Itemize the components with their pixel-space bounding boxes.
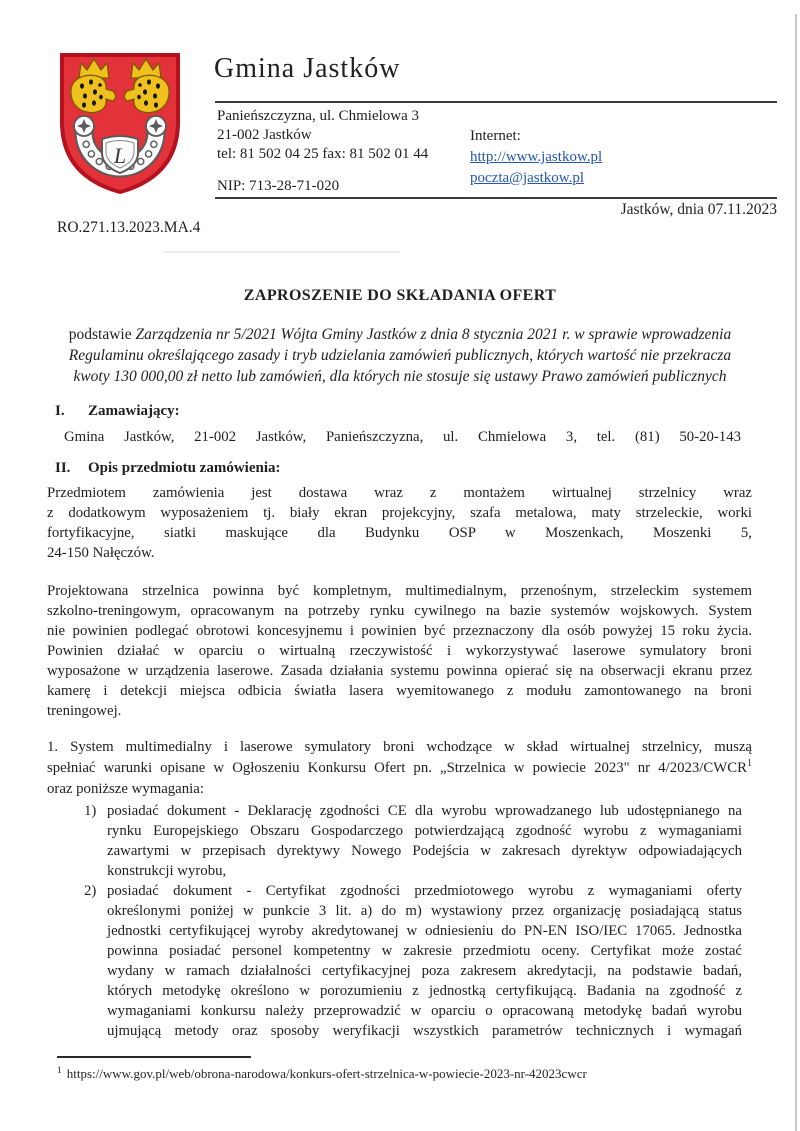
section-1-number: I. (55, 403, 65, 419)
footnote-divider (57, 1056, 251, 1058)
text-line: szkolno-treningowym, opracowanym na potrzeby rynku cywilnego na bazie systemów wojskowych. System (47, 603, 752, 619)
text-line: wydany w ramach działalności certyfikacyjnej poza zakresem akredytacji, na podstawie badań, (107, 963, 742, 979)
requirements-intro-line-3: oraz poniższe wymagania: (47, 781, 204, 797)
requirement-item-1 (84, 801, 742, 881)
website-link[interactable]: http://www.jastkow.pl (470, 149, 603, 165)
org-name: Gmina Jastków (214, 53, 401, 84)
legal-line-3: kwoty 130 000,00 zł netto lub zamówień, dla których nie stosuje się ustawy Prawo zamówień publicznych (73, 368, 727, 385)
text-line: Przedmiotem zamówienia jest dostawa wraz z montażem wirtualnej strzelnicy wraz (47, 485, 752, 501)
requirement-item-2-marker: 2) (84, 883, 97, 899)
section-1-title: Zamawiający: (88, 403, 180, 419)
text-line: wyposażone w urządzenia laserowe. Zasada działania systemu powinna opierać się na obserwacji ekranu przez (47, 663, 752, 679)
gmina-jastkow-coat-of-arms (55, 50, 185, 197)
text-line: których metodykę określono w porozumieniu z jednostką certyfikującą. Badania na zgodność z (107, 983, 742, 999)
reference-number: RO.271.13.2023.MA.4 (57, 219, 201, 236)
text-line: ujmującą metody oraz sposoby weryfikacji wszystkich parametrów technicznych i wymagań (107, 1023, 742, 1039)
footnote-reference-mark: 1 (747, 758, 752, 770)
legal-line-1: podstawie Zarządzenia nr 5/2021 Wójta Gminy Jastków z dnia 8 stycznia 2021 r. w sprawie wprowadzenia (68, 326, 732, 343)
header-divider-top (215, 101, 777, 103)
requirements-intro (47, 737, 752, 800)
footnote-marker: 1 (57, 1065, 62, 1076)
text-line: określonymi poniżej w punkcie 3 lit. a) do m) wystawiony przez organizację posiadającą status (107, 903, 742, 919)
address-line-1: Panieńszczyzna, ul. Chmielowa 3 (217, 108, 420, 124)
text-line: kamerę i detekcji miejsca odbicia światła lasera wyemitowanego z modułu zamontowanego na broni (47, 683, 752, 699)
section-2-heading (55, 460, 281, 477)
text-line: wymaganiami konkursu należy przeprowadzić w oparciu o opracowaną metodykę badań wyrobu (107, 1003, 742, 1019)
requirement-item-2 (84, 881, 742, 1041)
text-line: nie powinien podlegać obrotowi koncesyjnemu i powinien być przeznaczony dla osób powyżej 15 roku życia. (47, 623, 752, 639)
email-link[interactable]: poczta@jastkow.pl (470, 170, 585, 186)
address-line-2: 21-002 Jastków (217, 127, 312, 143)
requirement-item-2-text (107, 881, 742, 1041)
legal-basis-paragraph (48, 324, 752, 387)
text-line: konstrukcji wyrobu, (107, 863, 227, 879)
scan-edge-line (795, 14, 797, 1131)
section-1-heading (55, 403, 180, 420)
requirements-list (84, 801, 742, 1041)
requirement-item-1-text (107, 801, 742, 881)
footnote (57, 1066, 587, 1082)
date-line: Jastków, dnia 07.11.2023 (620, 201, 777, 218)
subject-paragraph (47, 483, 752, 563)
system-description-paragraph (47, 581, 752, 721)
phone-fax-line: tel: 81 502 04 25 fax: 81 502 01 44 (217, 146, 429, 162)
legal-line-2: Regulaminu określającego zasady i tryb udzielania zamówień publicznych, których wartość nie przekracza (68, 347, 732, 364)
address-block (217, 107, 428, 164)
footnote-url: https://www.gov.pl/web/obrona-narodowa/konkurs-ofert-strzelnica-w-powiecie-2023-nr-42023cwcr (66, 1066, 587, 1081)
text-line: zawartymi w przepisach dyrektywy Nowego Podejścia w zakresach dyrektyw odpowiadających (107, 843, 742, 859)
section-1-body: Gmina Jastków, 21-002 Jastków, Panieńszczyzna, ul. Chmielowa 3, tel. (81) 50-20-143 (64, 429, 741, 445)
text-line: Powinien działać w oparciu o wirtualną rzeczywistość i wykorzystywać laserowe symulatory broni (47, 643, 752, 659)
section-2-number: II. (55, 460, 71, 476)
nip-line: NIP: 713-28-71-020 (217, 178, 340, 194)
text-line: 24-150 Nałęczów. (47, 545, 155, 561)
section-2-title: Opis przedmiotu zamówienia: (88, 460, 281, 476)
internet-label: Internet: (470, 128, 521, 144)
requirement-item-1-marker: 1) (84, 803, 97, 819)
text-line: jednostki certyfikującej wyroby akredytowanej w odniesieniu do PN-EN ISO/IEC 17065. Jednostka (107, 923, 742, 939)
text-line: z dodatkowym wyposażeniem tj. biały ekran projekcyjny, szafa metalowa, maty strzeleckie, worki (47, 505, 752, 521)
internet-block (470, 126, 602, 189)
text-line: posiadać dokument - Deklarację zgodności CE dla wyrobu wprowadzanego lub udostępnianego na (107, 803, 742, 819)
page-title: ZAPROSZENIE DO SKŁADANIA OFERT (243, 287, 557, 304)
text-line: powinna posiadać personel kompetentny w zakresie przedmiotu oceny. Certyfikat może zostać (107, 943, 742, 959)
header-divider-bottom (215, 197, 777, 199)
requirements-intro-line-2: spełniać warunki opisane w Ogłoszeniu Konkursu Ofert pn. „Strzelnica w powiecie 2023" nr 4/2023/CWCR$^1$ (47, 758, 752, 776)
requirements-intro-line-1: 1. System multimedialny i laserowe symulatory broni wchodzące w skład wirtualnej strzelnicy, muszą (47, 739, 752, 755)
text-line: treningowej. (47, 703, 122, 719)
text-line: fortyfikacyjne, siatki maskujące dla Budynku OSP w Moszenkach, Moszenki 5, (47, 525, 752, 541)
text-line: Projektowana strzelnica powinna być kompletnym, multimedialnym, przenośnym, strzeleckim systemem (47, 583, 752, 599)
text-line: rynku Europejskiego Obszaru Gospodarczego potwierdzającą zgodność wyrobu z wymaganiami (107, 823, 742, 839)
text-line: posiadać dokument - Certyfikat zgodności przedmiotowego wyrobu z wymaganiami oferty (107, 883, 742, 899)
crest-letter: L (113, 143, 127, 168)
scan-artifact-line (163, 251, 400, 253)
